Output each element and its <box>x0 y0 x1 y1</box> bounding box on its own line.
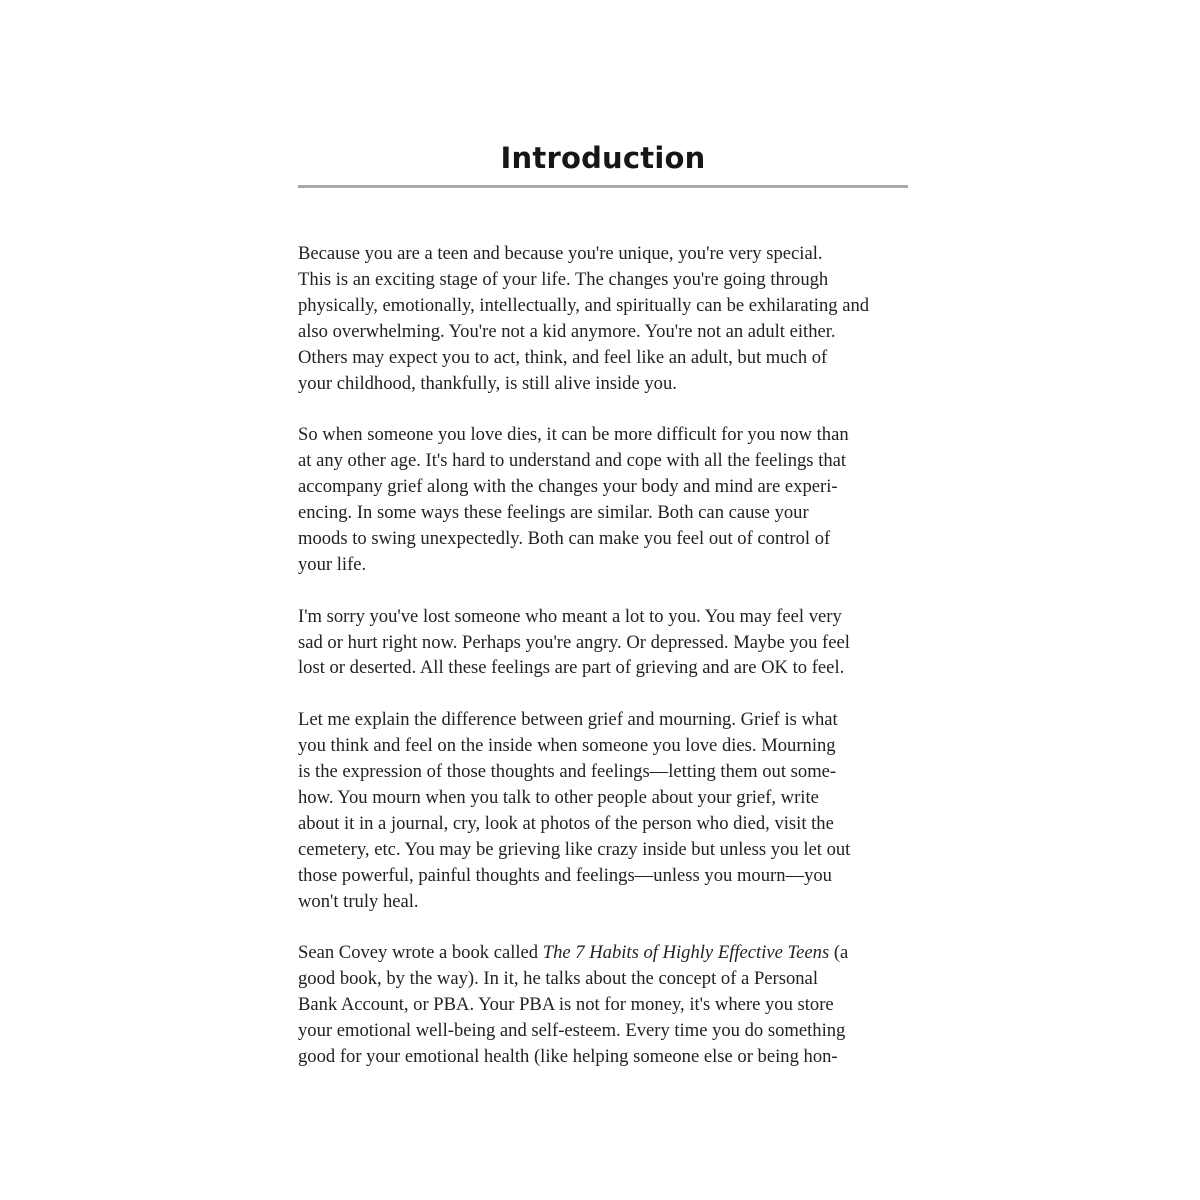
paragraph-5 <box>298 940 910 1070</box>
text-line: lost or deserted. All these feelings are part of grieving and are OK to feel. <box>298 657 845 679</box>
text-line: Let me explain the difference between grief and mourning. Grief is what <box>298 709 838 731</box>
paragraph-4 <box>298 707 910 914</box>
text-line: Others may expect you to act, think, and feel like an adult, but much of <box>298 346 828 368</box>
chapter-title: Introduction <box>500 141 706 175</box>
text-line: accompany grief along with the changes your body and mind are experi- <box>298 476 838 498</box>
text-line: good book, by the way). In it, he talks about the concept of a Personal <box>298 968 818 990</box>
text-line: good for your emotional health (like helping someone else or being hon- <box>298 1046 838 1068</box>
text-line: This is an exciting stage of your life. The changes you're going through <box>298 268 829 290</box>
text-line: your childhood, thankfully, is still alive inside you. <box>298 372 677 394</box>
title-rule <box>298 185 908 188</box>
text-line: cemetery, etc. You may be grieving like crazy inside but unless you let out <box>298 838 851 860</box>
text-line: those powerful, painful thoughts and feelings—unless you mourn—you <box>298 864 832 886</box>
text-line <box>298 940 910 966</box>
text-line: about it in a journal, cry, look at photos of the person who died, visit the <box>298 812 834 834</box>
text-line: how. You mourn when you talk to other people about your grief, write <box>298 786 819 808</box>
paragraph-1 <box>298 241 910 396</box>
paragraph-2 <box>298 422 910 577</box>
text-line: Because you are a teen and because you're unique, you're very special. <box>298 243 823 264</box>
text-line: also overwhelming. You're not a kid anymore. You're not an adult either. <box>298 320 836 342</box>
text-line: won't truly heal. <box>298 890 419 912</box>
text-line: physically, emotionally, intellectually, and spiritually can be exhilarating and <box>298 294 870 316</box>
book-title: The 7 Habits of Highly Effective Teens <box>542 942 830 964</box>
text-line: your life. <box>298 553 367 575</box>
paragraph-3 <box>298 604 910 682</box>
text-line: Bank Account, or PBA. Your PBA is not for money, it's where you store <box>298 994 834 1016</box>
text-segment: Sean Covey wrote a book called <box>298 942 543 964</box>
text-line: So when someone you love dies, it can be more difficult for you now than <box>298 424 849 446</box>
text-line: I'm sorry you've lost someone who meant a lot to you. You may feel very <box>298 605 842 627</box>
body-text <box>298 241 910 1096</box>
text-segment: (a <box>829 942 849 964</box>
text-line: at any other age. It's hard to understand and cope with all the feelings that <box>298 450 847 472</box>
text-line: your emotional well-being and self-esteem. Every time you do something <box>298 1020 846 1042</box>
text-line: moods to swing unexpectedly. Both can make you feel out of control of <box>298 527 831 549</box>
text-line: you think and feel on the inside when someone you love dies. Mourning <box>298 735 836 757</box>
text-line: sad or hurt right now. Perhaps you're angry. Or depressed. Maybe you feel <box>298 631 850 653</box>
text-line: is the expression of those thoughts and feelings—letting them out some- <box>298 761 837 783</box>
text-line: encing. In some ways these feelings are similar. Both can cause your <box>298 502 809 524</box>
